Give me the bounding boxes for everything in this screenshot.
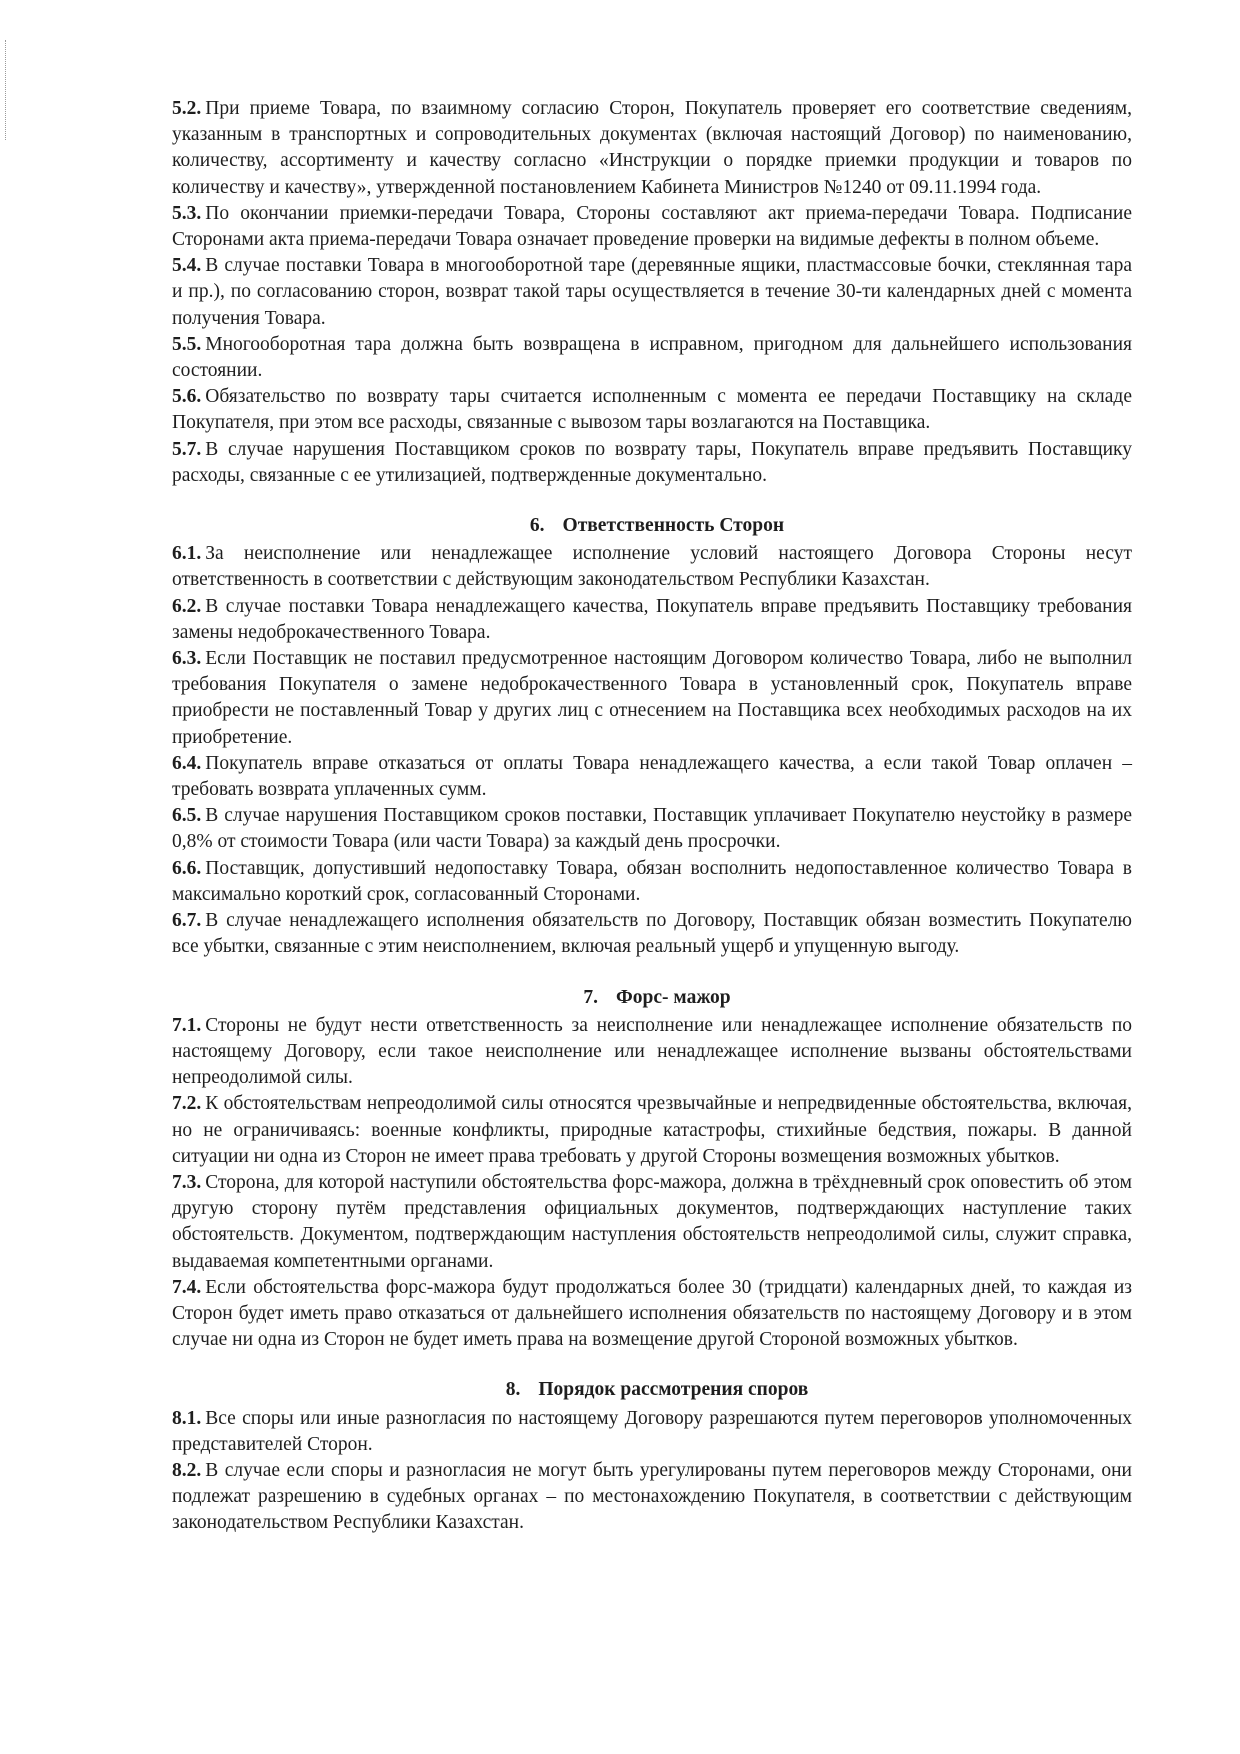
clause-6-7 [172,908,1132,960]
clause-number: 6.4. [172,752,202,774]
clause-number: 7.4. [172,1276,202,1298]
clause-number: 7.3. [172,1171,202,1193]
clause-number: 5.3. [172,202,202,224]
clause-7-3 [172,1170,1132,1275]
clause-text: Стороны не будут нести ответственность за неисполнение или ненадлежащее исполнение обязательств по настоящему Договору, если такое неисполнение или ненадлежащее исполнение вызваны обстоятельствами непреодолимой силы. [172,1014,1132,1089]
clause-5-5 [172,332,1132,384]
section-number: 7. [583,986,599,1008]
clause-text: Сторона, для которой наступили обстоятельства форс-мажора, должна в трёхдневный срок оповестить об этом другую сторону путём представления официальных документов, подтверждающих наступление таких обстоятельств. Документом, подтверждающим наступления обстоятельств непреодолимой силы, служит справка, выдаваемая компетентными органами. [172,1171,1132,1272]
clause-text: За неисполнение или ненадлежащее исполнение условий настоящего Договора Стороны несут ответственность в соответствии с действующим законодательством Республики Казахстан. [172,543,1132,591]
clause-text: Если обстоятельства форс-мажора будут продолжаться более 30 (тридцати) календарных дней, то каждая из Сторон будет иметь право отказаться от дальнейшего исполнения обязательств по настоящему Договору и в этом случае ни одна из Сторон не будет иметь права на возмещение другой Стороной возможных убытков. [172,1276,1132,1351]
clause-7-4 [172,1275,1132,1354]
clause-8-1 [172,1406,1132,1458]
clause-number: 5.2. [172,98,202,119]
section-title: Порядок рассмотрения споров [538,1379,809,1401]
clause-6-5 [172,803,1132,855]
section-title: Форс- мажор [616,986,731,1008]
clause-number: 6.3. [172,648,202,670]
section-7-force-majeure [172,985,1132,1354]
clause-text: Многооборотная тара должна быть возвращена в исправном, пригодном для дальнейшего использования состоянии. [172,333,1132,382]
clause-6-4 [172,751,1132,803]
clause-number: 5.7. [172,438,202,460]
clause-5-6 [172,384,1132,436]
clause-text: В случае нарушения Поставщиком сроков поставки, Поставщик уплачивает Покупателю неустойку в размере 0,8% от стоимости Товара (или части Товара) за каждый день просрочки. [172,805,1132,853]
clause-number: 6.1. [172,543,202,565]
clause-number: 6.6. [172,857,202,879]
clause-6-3 [172,646,1132,751]
clause-5-7 [172,437,1132,489]
clause-number: 8.1. [172,1407,202,1429]
section-title: Ответственность Сторон [562,515,785,537]
clause-text: Покупатель вправе отказаться от оплаты Товара ненадлежащего качества, а если такой Товар оплачен – требовать возврата уплаченных сумм. [172,752,1132,801]
clause-7-1 [172,1013,1132,1092]
section-number: 6. [529,515,545,537]
clause-number: 6.5. [172,805,202,827]
clause-text: Все споры или иные разногласия по настоящему Договору разрешаются путем переговоров уполномоченных представителей Сторон. [172,1407,1132,1455]
clause-6-2 [172,594,1132,646]
clause-number: 8.2. [172,1459,202,1481]
section-heading [172,985,1132,1011]
contract-page [172,96,1132,1537]
clause-number: 5.4. [172,255,202,277]
clause-8-2 [172,1458,1132,1537]
clause-number: 5.5. [172,333,202,355]
section-6-liability [172,513,1132,960]
clause-number: 7.2. [172,1093,202,1115]
clause-text: К обстоятельствам непреодолимой силы относятся чрезвычайные и непредвиденные обстоятельства, включая, но не ограничиваясь: военные конфликты, природные катастрофы, стихийные бедствия, пожары. В данной ситуации ни одна из Сторон не имеет права требовать у другой Стороны возмещения возможных убытков. [172,1093,1132,1167]
clause-text: Поставщик, допустивший недопоставку Товара, обязан восполнить недопоставленное количество Товара в максимально короткий срок, согласованный Сторонами. [172,857,1132,905]
section-heading [172,1377,1132,1403]
clause-5-2 [172,96,1132,201]
clause-text: По окончании приемки-передачи Товара, Стороны составляют акт приема-передачи Товара. Подписание Сторонами акта приема-передачи Товара означает проведение проверки на видимые дефекты в полном объеме. [172,202,1132,251]
clause-number: 7.1. [172,1014,202,1036]
clause-6-6 [172,856,1132,908]
clause-text: При приеме Товара, по взаимному согласию Сторон, Покупатель проверяет его соответствие сведениям, указанным в транспортных и сопроводительных документах (включая настоящий Договор) по наименованию, количеству, ассортименту и качеству согласно «Инструкции о порядке приемки продукции и товаров по количеству и качеству», утвержденной постановлением Кабинета Министров №1240 от 09.11.1994 года. [172,98,1132,198]
clause-text: Обязательство по возврату тары считается исполненным с момента ее передачи Поставщику на складе Покупателя, при этом все расходы, связанные с вывозом тары возлагаются на Поставщика. [172,386,1132,434]
clause-text: Если Поставщик не поставил предусмотренное настоящим Договором количество Товара, либо не выполнил требования Покупателя о замене недоброкачественного Товара в установленный срок, Покупатель вправе приобрести не поставленный Товар у других лиц с отнесением на Поставщика всех необходимых расходов на их приобретение. [172,648,1132,748]
clause-text: В случае ненадлежащего исполнения обязательств по Договору, Поставщик обязан возместить Покупателю все убытки, связанные с этим неисполнением, включая реальный ущерб и упущенную выгоду. [172,910,1132,958]
section-number: 8. [505,1379,521,1401]
clause-text: В случае если споры и разногласия не могут быть урегулированы путем переговоров между Сторонами, они подлежат разрешению в судебных органах – по местонахождению Покупателя, в соответствии с действующим законодательством Республики Казахстан. [172,1459,1132,1534]
clause-text: В случае поставки Товара ненадлежащего качества, Покупатель вправе предъявить Поставщику требования замены недоброкачественного Товара. [172,595,1132,643]
clause-text: В случае поставки Товара в многооборотной таре (деревянные ящики, пластмассовые бочки, стеклянная тара и пр.), по согласованию сторон, возврат такой тары осуществляется в течение 30-ти календарных дней с момента получения Товара. [172,255,1132,329]
clause-number: 5.6. [172,386,202,408]
scan-binding-edge [5,40,6,140]
section-5-continuation [172,96,1132,489]
clause-text: В случае нарушения Поставщиком сроков по возврату тары, Покупатель вправе предъявить Поставщику расходы, связанные с ее утилизацией, подтвержденные документально. [172,438,1132,486]
clause-number: 6.2. [172,595,202,617]
clause-number: 6.7. [172,910,202,932]
clause-5-3 [172,201,1132,253]
section-heading [172,513,1132,539]
clause-6-1 [172,541,1132,593]
section-8-disputes [172,1377,1132,1536]
clause-7-2 [172,1091,1132,1170]
clause-5-4 [172,253,1132,332]
